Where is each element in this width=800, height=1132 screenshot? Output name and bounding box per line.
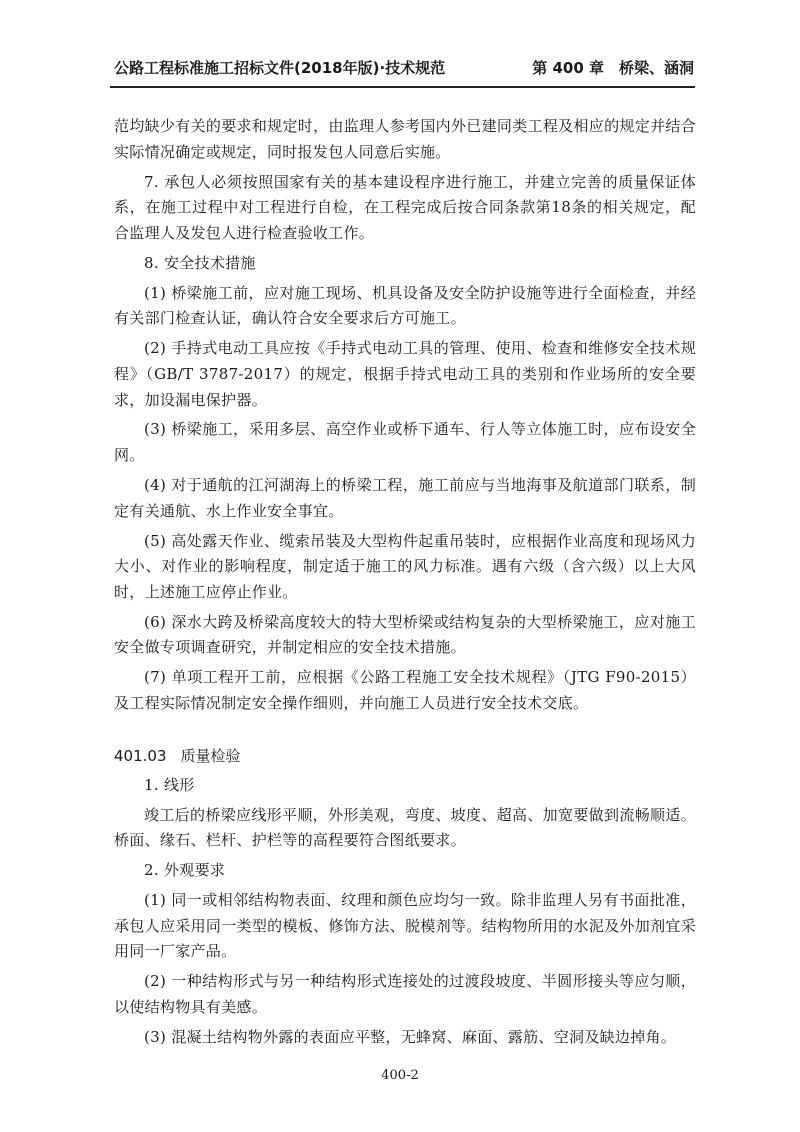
paragraph-safety-7: (7) 单项工程开工前，应根据《公路工程施工安全技术规程》（JTG F90-2015）及工程实际情况制定安全操作细则，并向施工人员进行安全技术交底。 xyxy=(114,668,696,712)
page-number: 400-2 xyxy=(381,1068,419,1083)
paragraph-appearance-1: (1) 同一或相邻结构物表面、纹理和颜色应均匀一致。除非监理人另有书面批准，承包人应采用同一类型的模板、修饰方法、脱模剂等。结构物所用的水泥及外加剂宜采用同一厂家产品。 xyxy=(114,891,696,961)
header-rule xyxy=(110,86,695,88)
body-text xyxy=(114,114,696,1055)
paragraph-item-7: 7. 承包人必须按照国家有关的基本建设程序进行施工，并建立完善的质量保证体系，在施工过程中对工程进行自检，在工程完成后按合同条款第18条的相关规定，配合监理人及发包人进行检查验收工作。 xyxy=(114,172,696,242)
section-number: 401.03 xyxy=(114,746,167,765)
paragraph-safety-4: (4) 对于通航的江河湖海上的桥梁工程，施工前应与当地海事及航道部门联系，制定有关通航、水上作业安全事宜。 xyxy=(114,476,696,520)
section-heading xyxy=(114,743,696,769)
header-chapter-title: 第 400 章 桥梁、涵洞 xyxy=(532,59,694,77)
paragraph-safety-1: (1) 桥梁施工前，应对施工现场、机具设备及安全防护设施等进行全面检查，并经有关部门检查认证，确认符合安全要求后方可施工。 xyxy=(114,283,696,328)
header-document-title: 公路工程标准施工招标文件(2018年版)·技术规范 xyxy=(114,59,446,77)
subheading-appearance: 2. 外观要求 xyxy=(144,861,226,880)
paragraph-alignment: 竣工后的桥梁应线形平顺，外形美观，弯度、坡度、超高、加宽要做到流畅顺适。桥面、缘石、栏杆、护栏等的高程要符合图纸要求。 xyxy=(114,805,696,850)
paragraph-continuation: 范均缺少有关的要求和规定时，由监理人参考国内外已建同类工程及相应的规定并结合实际情况确定或规定，同时报发包人同意后实施。 xyxy=(114,117,696,161)
paragraph-safety-2: (2) 手持式电动工具应按《手持式电动工具的管理、使用、检查和维修安全技术规程》（GB/T 3787-2017）的规定，根据手持式电动工具的类别和作业场所的安全要求，加设漏电保护器。 xyxy=(114,339,696,409)
paragraph-appearance-2: (2) 一种结构形式与另一种结构形式连接处的过渡段坡度、半圆形接头等应匀顺，以使结构物具有美感。 xyxy=(114,972,696,1016)
paragraph-appearance-3: (3) 混凝土结构物外露的表面应平整，无蜂窝、麻面、露筋、空洞及缺边掉角。 xyxy=(144,1027,677,1046)
paragraph-safety-5: (5) 高处露天作业、缆索吊装及大型构件起重吊装时，应根据作业高度和现场风力大小、对作业的影响程度，制定适于施工的风力标准。遇有六级（含六级）以上大风时，上述施工应停止作业。 xyxy=(114,531,696,601)
subheading-alignment: 1. 线形 xyxy=(144,775,195,794)
paragraph-item-8-heading: 8. 安全技术措施 xyxy=(144,253,256,272)
section-title: 质量检验 xyxy=(180,746,241,765)
paragraph-safety-3: (3) 桥梁施工，采用多层、高空作业或桥下通车、行人等立体施工时，应布设安全网。 xyxy=(114,420,696,465)
paragraph-safety-6: (6) 深水大跨及桥梁高度较大的特大型桥梁或结构复杂的大型桥梁施工，应对施工安全做专项调查研究，并制定相应的安全技术措施。 xyxy=(114,612,696,657)
